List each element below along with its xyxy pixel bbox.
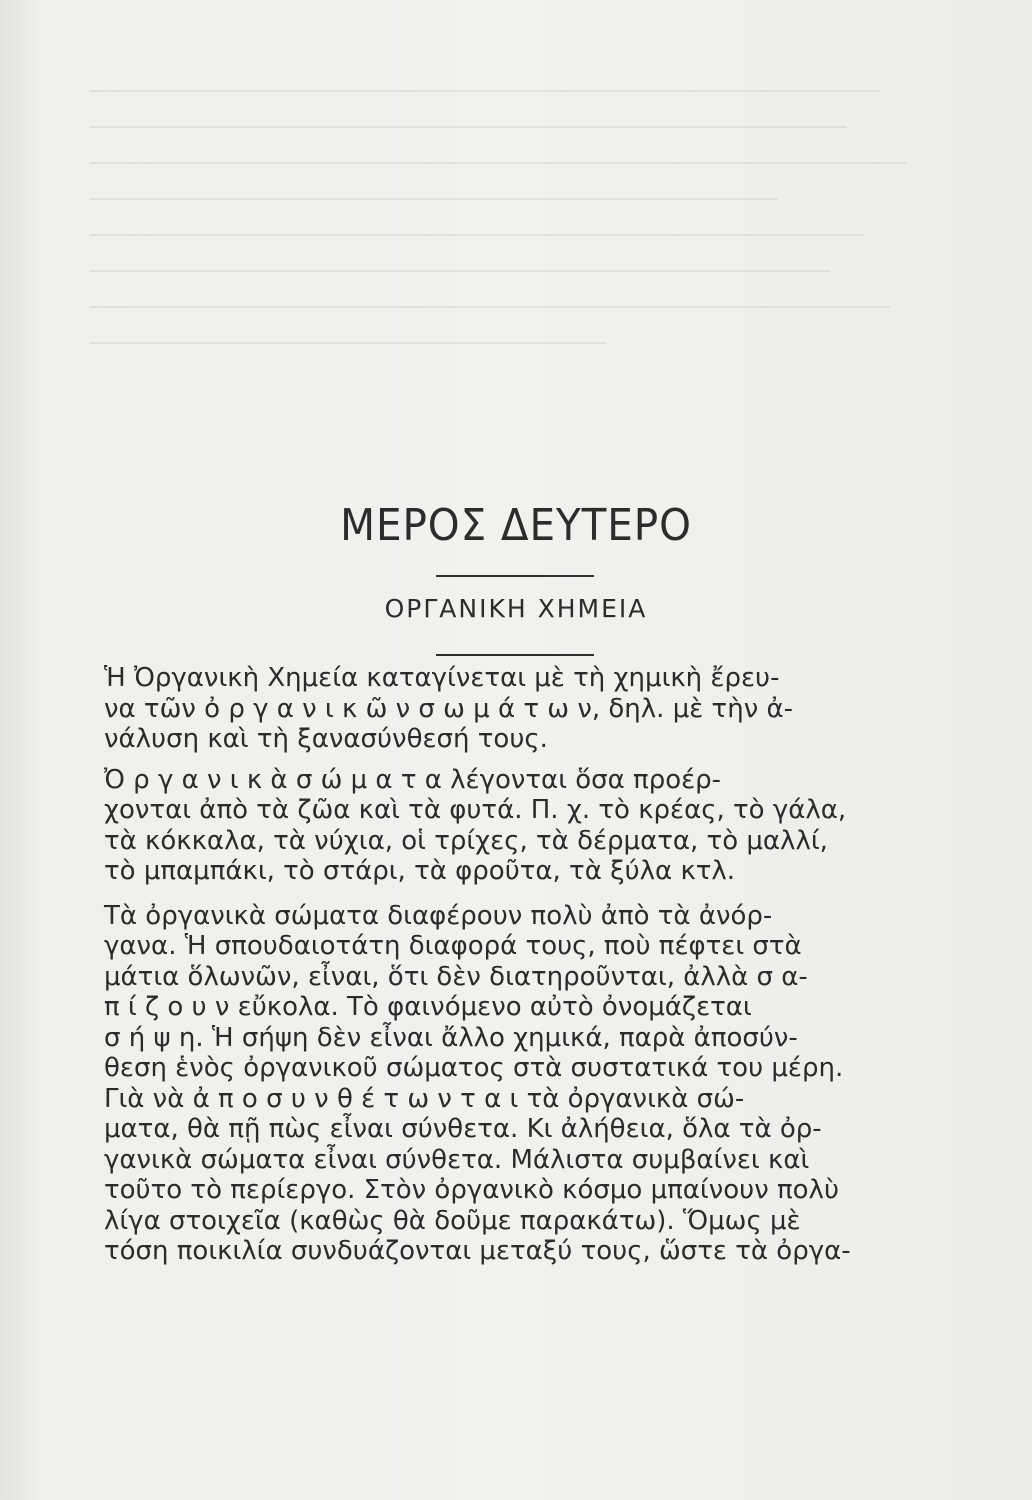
title-rule-top	[436, 575, 594, 577]
paragraph-definition: Ἡ Ὀργανικὴ Χημεία καταγίνεται μὲ τὴ χημικὴ ἔρευ- να τῶν ὀ ρ γ α ν ι κ ῶ ν σ ω μ ά τ ω ν, δηλ. μὲ τὴν ἀ- νάλυση καὶ τὴ ξανασύνθεσή τους.	[104, 663, 793, 754]
paragraph-differences: Τὰ ὀργανικὰ σώματα διαφέρουν πολὺ ἀπὸ τὰ ἀνόρ- γανα. Ἡ σπουδαιοτάτη διαφορά τους, ποὺ πέφτει στὰ μάτια ὅλωνῶν, εἶναι, ὅτι δὲν διατηροῦνται, ἀλλὰ σ α- π ί ζ ο υ ν εὔκολα. Τὸ φαινόμενο αὐτὸ ὀνομάζεται σ ή ψ η. Ἡ σήψη δὲν εἶναι ἄλλο χημικά, παρὰ ἀποσύν- θεση ἑνὸς ὀργανικοῦ σώματος στὰ συστατικά του μέρη.	[104, 900, 844, 1083]
paragraph-organic-bodies: Ὀ ρ γ α ν ι κ ὰ σ ώ μ α τ α λέγονται ὅσα προέρ- χονται ἀπὸ τὰ ζῶα καὶ τὰ φυτά. Π. χ. τὸ κρέας, τὸ γάλα, τὰ κόκκαλα, τὰ νύχια, οἱ τρίχες, τὰ δέρματα, τὸ μαλλί, τὸ μπαμπάκι, τὸ στάρι, τὰ φροῦτα, τὰ ξύλα κτλ.	[104, 764, 847, 886]
body-text	[104, 663, 944, 1267]
title-rule-bottom	[436, 654, 594, 656]
paragraph-composition: Γιὰ νὰ ἀ π ο σ υ ν θ έ τ ω ν τ α ι τὰ ὀργανικὰ σώ- ματα, θὰ πῇ πὼς εἶναι σύνθετα. Κι ἀλήθεια, ὅλα τὰ ὀρ- γανικὰ σώματα εἶναι σύνθετα. Μάλιστα συμβαίνει καὶ τοῦτο τὸ περίεργο. Στὸν ὀργανικὸ κόσμο μπαίνουν πολὺ λίγα στοιχεῖα (καθὼς θὰ δοῦμε παρακάτω). Ὅμως μὲ τόση ποικιλία συνδυάζονται μεταξύ τους, ὥστε τὰ ὀργα-	[104, 1083, 851, 1266]
show-through-lines	[90, 90, 950, 470]
part-title: ΜΕΡΟΣ ΔΕΥΤΕΡΟ	[340, 500, 692, 551]
section-title: ΟΡΓΑΝΙΚΗ ΧΗΜΕΙΑ	[384, 594, 648, 623]
